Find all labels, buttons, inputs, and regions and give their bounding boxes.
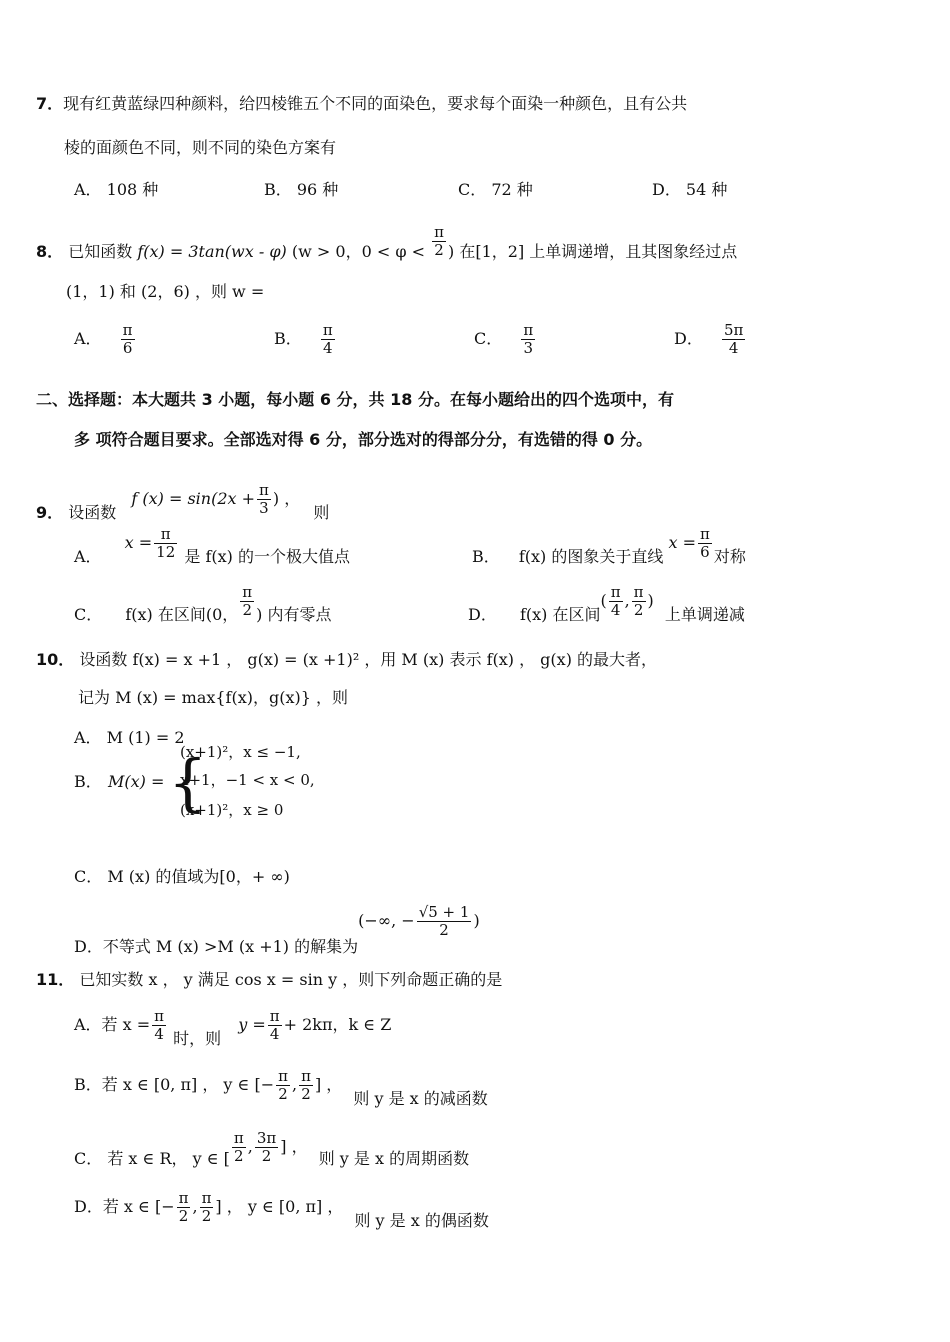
q10-option-b-case3: (x+1)²，x ≥ 0 <box>180 801 284 819</box>
q11-option-c-close: ] ， <box>280 1137 308 1156</box>
q9-option-b-frac: $\frac{\pi}{6}$ <box>700 525 710 561</box>
q8-line2: (1，1) 和 (2，6) ，则 w = <box>66 282 265 301</box>
q8-option-a-frac: $\frac{\pi}{6}$ <box>122 321 133 357</box>
q11-line1 <box>36 970 502 990</box>
q9-option-d-close: ) <box>647 591 654 610</box>
q10-option-d-label: D．不等式 M (x) >M (x +1) 的解集为 <box>74 937 359 956</box>
q11-option-c <box>74 1130 469 1174</box>
q11-option-d-tail: 则 y 是 x 的偶函数 <box>354 1211 489 1230</box>
q8-option-c <box>474 322 537 357</box>
q9-tail: 则 <box>313 503 330 522</box>
q9-option-a <box>74 526 350 566</box>
q9-option-c-frac: $\frac{\pi}{2}$ <box>242 583 253 619</box>
q11-stem: 已知实数 x ， y 满足 cos x = sin y ，则下列命题正确的是 <box>79 970 503 989</box>
q11-option-b-label: B．若 x ∈ [0, π] ， y ∈ [− <box>74 1075 275 1094</box>
q7-number: 7． <box>36 94 64 113</box>
q8-number: 8． <box>36 242 64 261</box>
q11-option-d-frac2: $\frac{\pi}{2}$ <box>201 1189 212 1225</box>
q7-option-a: A． 108 种 <box>74 180 159 199</box>
q11-option-b-frac1: $\frac{\pi}{2}$ <box>278 1067 288 1103</box>
q11-option-b-tail: 则 y 是 x 的减函数 <box>353 1089 488 1108</box>
q7-line2: 棱的面颜色不同，则不同的染色方案有 <box>64 138 337 157</box>
q11-option-d-comma: , <box>192 1197 198 1216</box>
q9-close: ) ， <box>272 489 301 508</box>
section2-heading-line2: 多 项符合题目要求。全部选对得 6 分，部分选对的得部分分，有选错的得 0 分。 <box>74 430 653 449</box>
q11-option-d <box>74 1190 489 1234</box>
q8-option-d <box>674 322 747 357</box>
q9-option-d-label: D． <box>468 605 497 624</box>
q11-option-c-frac2: $\frac{3\pi}{2}$ <box>256 1129 277 1165</box>
q9-frac-pi-3: $\frac{\pi}{3}$ <box>259 481 269 517</box>
q8-option-b <box>274 322 337 357</box>
q11-option-b-close: ] ， <box>314 1075 343 1094</box>
q11-option-a-tail: + 2kπ，k ∈ Z <box>283 1015 392 1034</box>
q10-option-b-case1: (x+1)²，x ≤ −1, <box>180 743 301 761</box>
q7-stem: 现有红黄蓝绿四种颜料，给四棱锥五个不同的面染色，要求每个面染一种颜色，且有公共 <box>63 94 688 113</box>
q11-option-a-mid: 时，则 <box>173 1029 222 1048</box>
q7-line1 <box>36 94 687 114</box>
q8-option-c-frac: $\frac{\pi}{3}$ <box>523 321 534 357</box>
q10-option-c: C． M (x) 的值域为[0，+ ∞) <box>74 867 290 886</box>
q7-option-d: D． 54 种 <box>652 180 728 199</box>
q8-option-d-label: D． <box>674 329 703 348</box>
q10-option-b-brace: { <box>168 746 208 819</box>
section2-heading-line1: 二、选择题：本大题共 3 小题，每小题 6 分，共 18 分。在每小题给出的四个选项中，有 <box>36 390 674 409</box>
q9-option-d-open: ( <box>600 591 607 610</box>
q11-option-b <box>74 1068 488 1112</box>
q9-function: f (x) = sin(2x + <box>131 489 256 508</box>
q9-option-b-label: B． <box>472 547 500 566</box>
q9-option-d <box>468 584 745 624</box>
q11-option-b-comma: , <box>291 1075 298 1094</box>
q9-option-a-frac: $\frac{\pi}{12}$ <box>156 525 176 561</box>
q9-line1 <box>36 482 329 522</box>
q10-option-b-m-text: M(x) = <box>108 772 165 791</box>
q10-option-b-label: B． <box>74 772 102 791</box>
q8-option-c-label: C． <box>474 329 503 348</box>
q10-option-d-close: ) <box>473 911 480 930</box>
q11-option-a-label: A．若 x = <box>74 1015 151 1034</box>
q10-option-d-open: (−∞, − <box>358 911 415 930</box>
q11-option-a <box>74 1008 391 1052</box>
q9-option-c-tail: ) 内有零点 <box>256 605 332 624</box>
q8-function: f(x) = 3tan(wx - φ) <box>137 242 287 261</box>
q10-number: 10． <box>36 650 75 669</box>
q8-line1 <box>36 223 738 262</box>
q9-option-c-text: f(x) 在区间(0， <box>125 605 239 624</box>
q9-option-a-text: 是 f(x) 的一个极大值点 <box>184 547 350 566</box>
q11-option-c-label: C． 若 x ∈ R， y ∈ [ <box>74 1149 230 1168</box>
q8-frac-pi-2: $\frac{\pi}{2}$ <box>434 223 444 259</box>
q9-option-b-text: f(x) 的图象关于直线 <box>518 547 664 566</box>
q8-close: ) <box>448 242 455 261</box>
q11-option-d-label: D．若 x ∈ [− <box>74 1197 175 1216</box>
q9-option-b-tail: 对称 <box>713 547 746 566</box>
q11-option-a-y: y = <box>238 1015 266 1034</box>
q9-option-d-tail: 上单调递减 <box>664 605 745 624</box>
q9-option-b-x: x = <box>668 533 696 552</box>
q8-option-a <box>74 322 137 357</box>
q11-option-d-close: ] ， y ∈ [0, π] ， <box>215 1197 344 1216</box>
q8-option-d-frac: $\frac{5\pi}{4}$ <box>723 321 744 357</box>
q9-number: 9． <box>36 503 64 522</box>
q9-option-a-x: x = <box>124 533 153 552</box>
q9-option-d-frac2: $\frac{\pi}{2}$ <box>633 583 644 619</box>
q8-rest: 在[1，2] 上单调递增，且其图象经过点 <box>459 242 738 261</box>
q8-option-b-frac: $\frac{\pi}{4}$ <box>322 321 333 357</box>
q9-option-d-frac1: $\frac{\pi}{4}$ <box>610 583 621 619</box>
q8-option-b-label: B． <box>274 329 302 348</box>
q11-number: 11． <box>36 970 75 989</box>
q11-option-c-comma: , <box>247 1137 253 1156</box>
q9-option-c-label: C． <box>74 605 103 624</box>
q11-option-a-frac2: $\frac{\pi}{4}$ <box>269 1007 280 1043</box>
q9-option-b <box>472 526 746 566</box>
q10-stem: 设函数 f(x) = x +1 ， g(x) = (x +1)² ，用 M (x) 表示 f(x) ， g(x) 的最大者， <box>79 650 658 669</box>
q8-lead: 已知函数 <box>68 242 133 261</box>
q9-option-a-label: A． <box>74 547 102 566</box>
q9-lead: 设函数 <box>68 503 117 522</box>
q11-option-d-frac1: $\frac{\pi}{2}$ <box>178 1189 189 1225</box>
q10-option-b-case2: x+1，−1 < x < 0, <box>180 771 315 789</box>
q11-option-a-frac1: $\frac{\pi}{4}$ <box>154 1007 165 1043</box>
q10-option-a: A． M (1) = 2 <box>74 728 185 747</box>
q7-option-c: C． 72 种 <box>458 180 533 199</box>
q11-option-c-tail: 则 y 是 x 的周期函数 <box>318 1149 470 1168</box>
q9-option-c <box>74 584 332 624</box>
q8-option-a-label: A． <box>74 329 102 348</box>
q10-option-b-m <box>108 772 164 792</box>
q9-option-d-comma: , <box>624 591 630 610</box>
q11-option-b-frac2: $\frac{\pi}{2}$ <box>301 1067 311 1103</box>
q9-option-d-text: f(x) 在区间 <box>519 605 601 624</box>
q7-option-b: B． 96 种 <box>264 180 339 199</box>
q10-line1 <box>36 650 657 670</box>
q10-option-d-frac: $\frac{√5 + 1}{2}$ <box>418 903 470 939</box>
q10-option-d <box>74 903 480 956</box>
q8-condition: (w > 0，0 < φ < <box>291 242 426 261</box>
q11-option-c-frac1: $\frac{\pi}{2}$ <box>233 1129 244 1165</box>
q10-line2: 记为 M (x) = max{f(x)，g(x)} ，则 <box>78 688 349 707</box>
